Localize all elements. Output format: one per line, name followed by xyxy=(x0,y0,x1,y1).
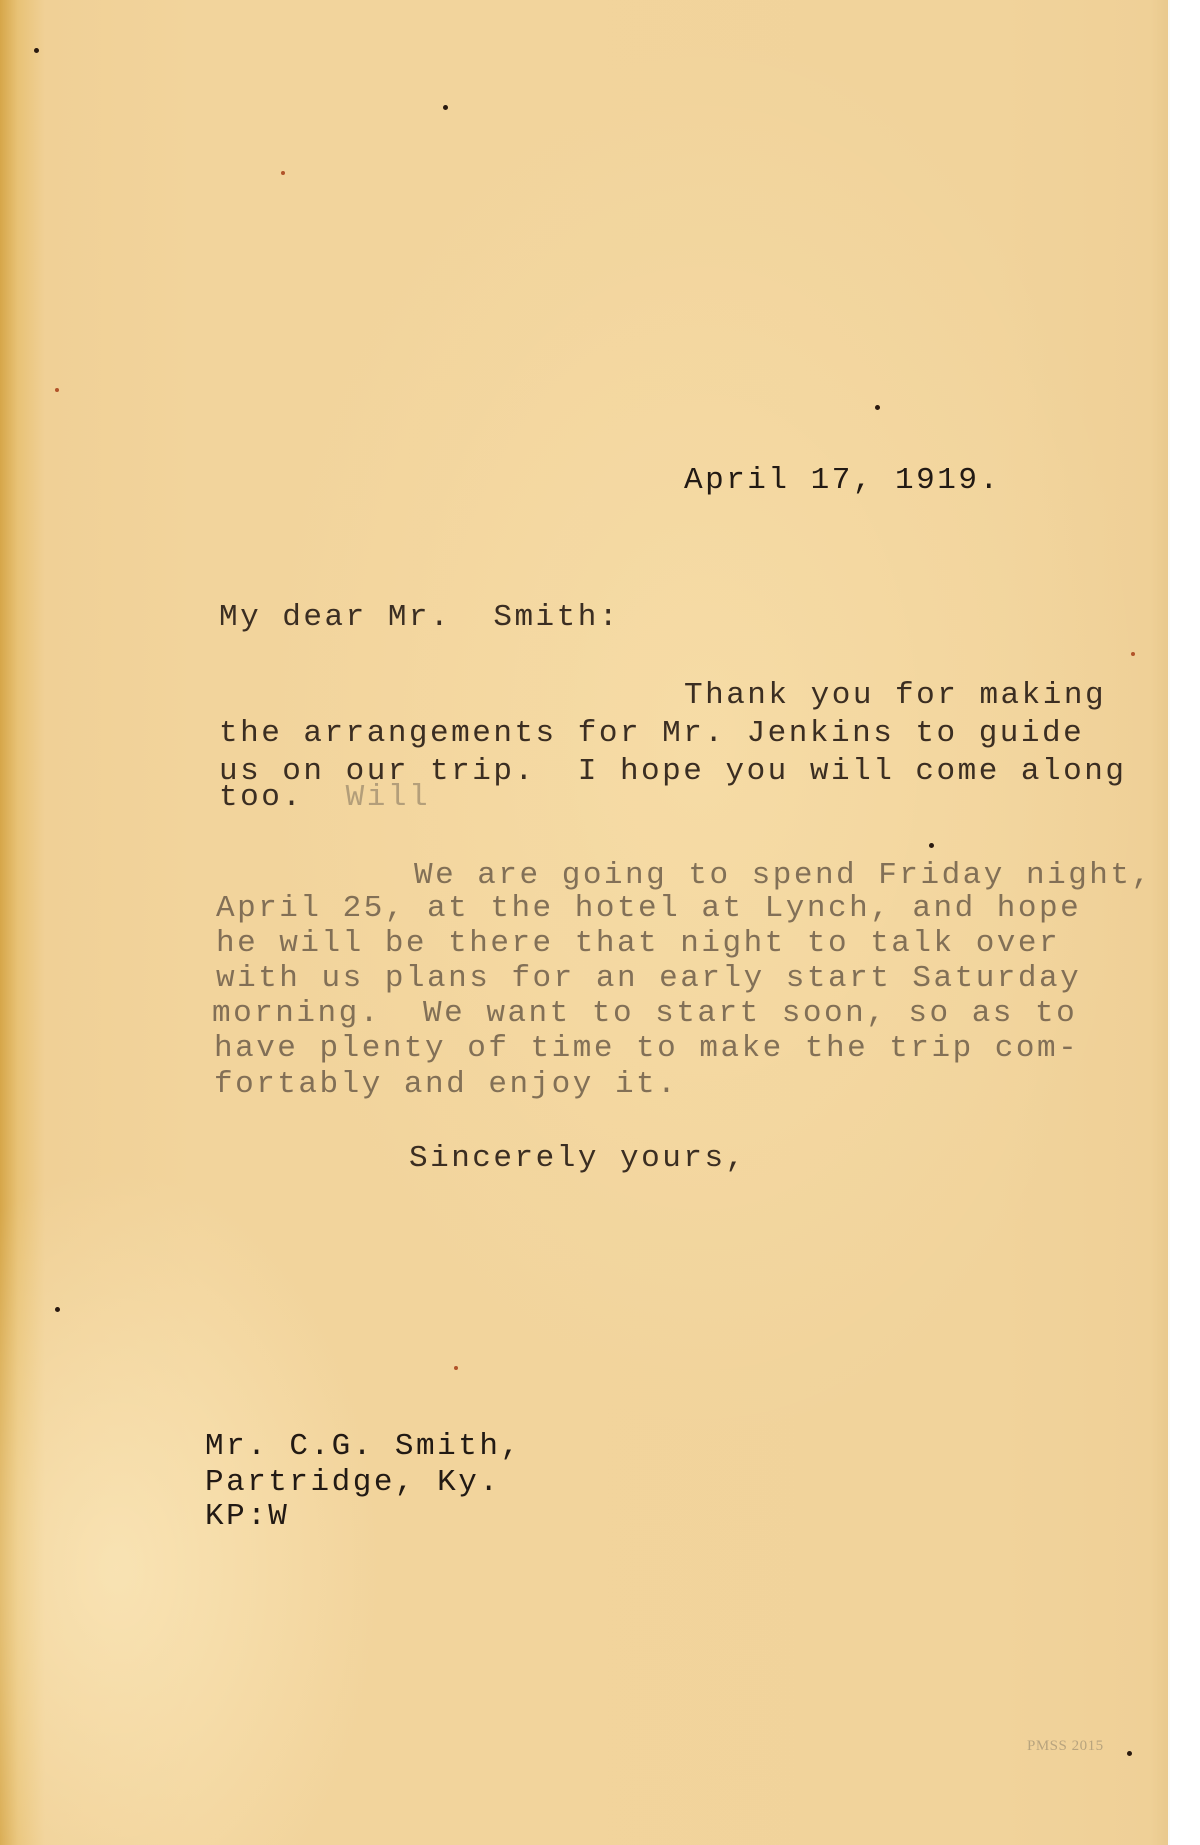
paragraph-2-line-7: fortably and enjoy it. xyxy=(214,1067,679,1102)
paper-speck xyxy=(281,171,285,175)
paper-speck xyxy=(454,1366,458,1370)
paragraph-1-line-4-text: too. xyxy=(219,780,304,815)
paper-speck xyxy=(929,843,934,848)
paragraph-1-line-3: us on our trip. I hope you will come along xyxy=(219,754,1127,789)
archive-stamp: PMSS 2015 xyxy=(1027,1738,1104,1754)
closing: Sincerely yours, xyxy=(409,1141,747,1176)
paragraph-2-line-1: We are going to spend Friday night, xyxy=(414,858,1153,893)
reference-initials: KP:W xyxy=(205,1499,290,1534)
paper-speck xyxy=(1127,1751,1132,1756)
erased-word: Will xyxy=(345,780,431,815)
paper-speck xyxy=(1131,652,1135,656)
paragraph-1-line-2: the arrangements for Mr. Jenkins to guide xyxy=(219,716,1085,751)
paragraph-2-line-6: have plenty of time to make the trip com- xyxy=(214,1031,1080,1066)
letter-date: April 17, 1919. xyxy=(684,463,1001,498)
paragraph-2-line-5: morning. We want to start soon, so as to xyxy=(212,996,1078,1031)
paragraph-2-line-3: he will be there that night to talk over xyxy=(216,926,1061,961)
paragraph-2-line-4: with us plans for an early start Saturday xyxy=(216,961,1082,996)
recipient-name: Mr. C.G. Smith, xyxy=(205,1429,522,1464)
recipient-place: Partridge, Ky. xyxy=(205,1465,501,1500)
paper-speck xyxy=(55,1307,60,1312)
paper-speck xyxy=(443,105,448,110)
paragraph-1-line-4 xyxy=(219,782,430,813)
paragraph-2-line-2: April 25, at the hotel at Lynch, and hope xyxy=(216,891,1082,926)
paper-speck xyxy=(34,48,39,53)
paper-speck xyxy=(55,388,59,392)
salutation: My dear Mr. Smith: xyxy=(219,600,620,635)
paragraph-1-line-1: Thank you for making xyxy=(684,678,1107,713)
paper-speck xyxy=(875,405,880,410)
